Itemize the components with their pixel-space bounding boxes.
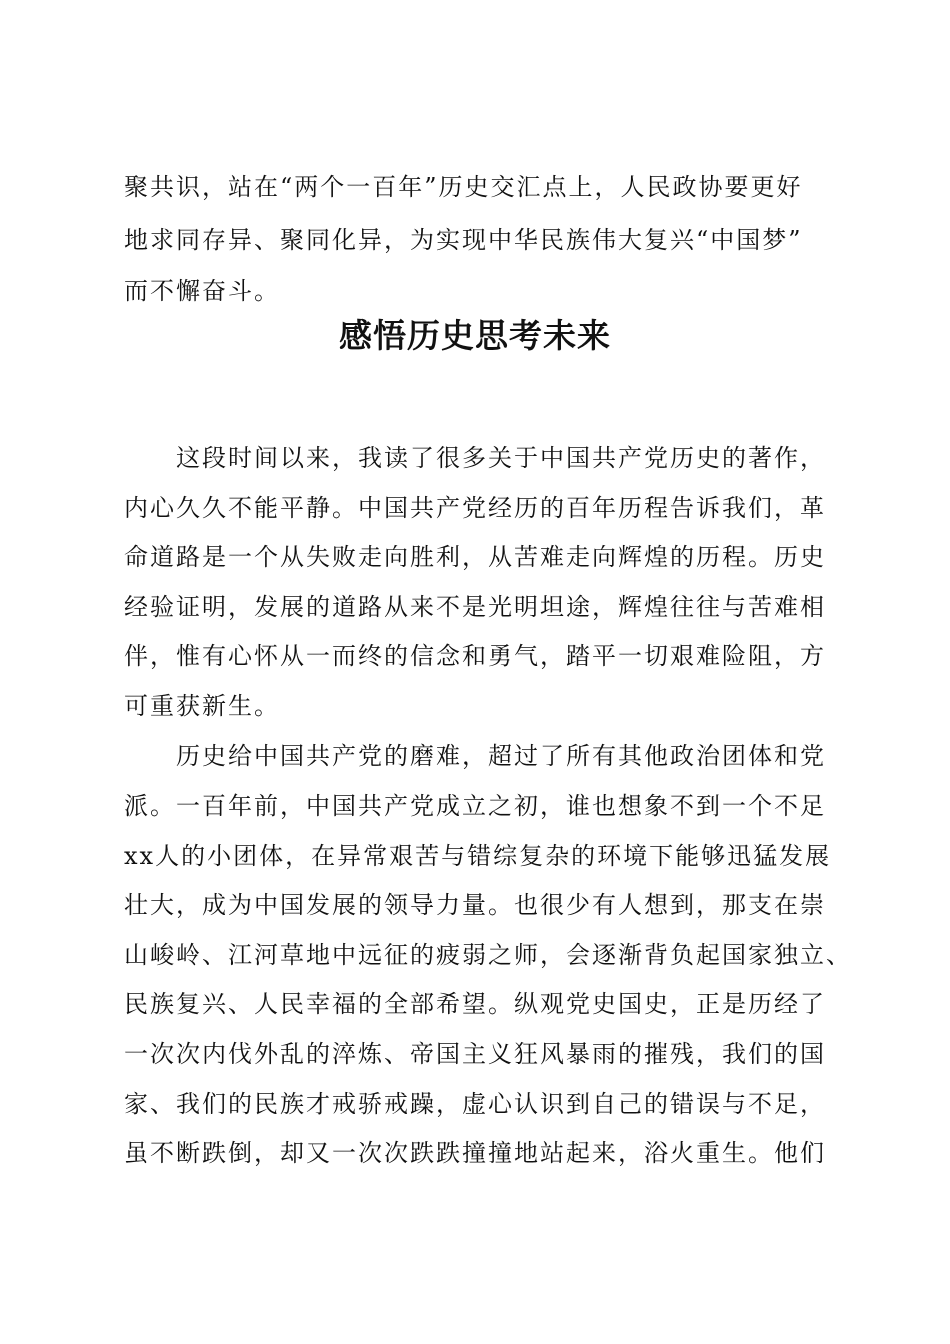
paragraph1-line-1: 这段时间以来，我读了很多关于中国共产党历史的著作， <box>176 444 826 472</box>
intro-line-2: 地求同存异、聚同化异，为实现中华民族伟大复兴“中国梦” <box>124 226 803 254</box>
intro-line-1: 聚共识，站在“两个一百年”历史交汇点上，人民政协要更好 <box>124 173 803 201</box>
paragraph1-line-5: 伴，惟有心怀从一而终的信念和勇气，踏平一切艰难险阻，方 <box>124 642 826 670</box>
paragraph1-line-3: 命道路是一个从失败走向胜利，从苦难走向辉煌的历程。历史 <box>124 543 826 571</box>
paragraph2-line-2: 派。一百年前，中国共产党成立之初，谁也想象不到一个不足 <box>124 792 826 820</box>
paragraph2-line-8: 家、我们的民族才戒骄戒躁，虚心认识到自己的错误与不足， <box>124 1090 826 1118</box>
paragraph1-line-6: 可重获新生。 <box>124 692 280 720</box>
paragraph2-line-5: 山峻岭、江河草地中远征的疲弱之师，会逐渐背负起国家独立、 <box>124 941 852 969</box>
article-title: 感悟历史思考未来 <box>339 316 611 355</box>
paragraph2-line-1: 历史给中国共产党的磨难，超过了所有其他政治团体和党 <box>176 742 826 770</box>
paragraph2-line-4: 壮大，成为中国发展的领导力量。也很少有人想到，那支在崇 <box>124 891 826 919</box>
intro-line-3: 而不懈奋斗。 <box>124 277 280 305</box>
paragraph2-line-6: 民族复兴、人民幸福的全部希望。纵观党史国史，正是历经了 <box>124 990 826 1018</box>
paragraph2-line-9: 虽不断跌倒，却又一次次跌跌撞撞地站起来，浴火重生。他们 <box>124 1139 826 1167</box>
paragraph2-line-3: xx人的小团体，在异常艰苦与错综复杂的环境下能够迅猛发展 <box>124 842 832 870</box>
paragraph1-line-4: 经验证明，发展的道路从来不是光明坦途，辉煌往往与苦难相 <box>124 593 826 621</box>
paragraph2-line-7: 一次次内伐外乱的淬炼、帝国主义狂风暴雨的摧残，我们的国 <box>124 1040 826 1068</box>
paragraph1-line-2: 内心久久不能平静。中国共产党经历的百年历程告诉我们，革 <box>124 494 826 522</box>
